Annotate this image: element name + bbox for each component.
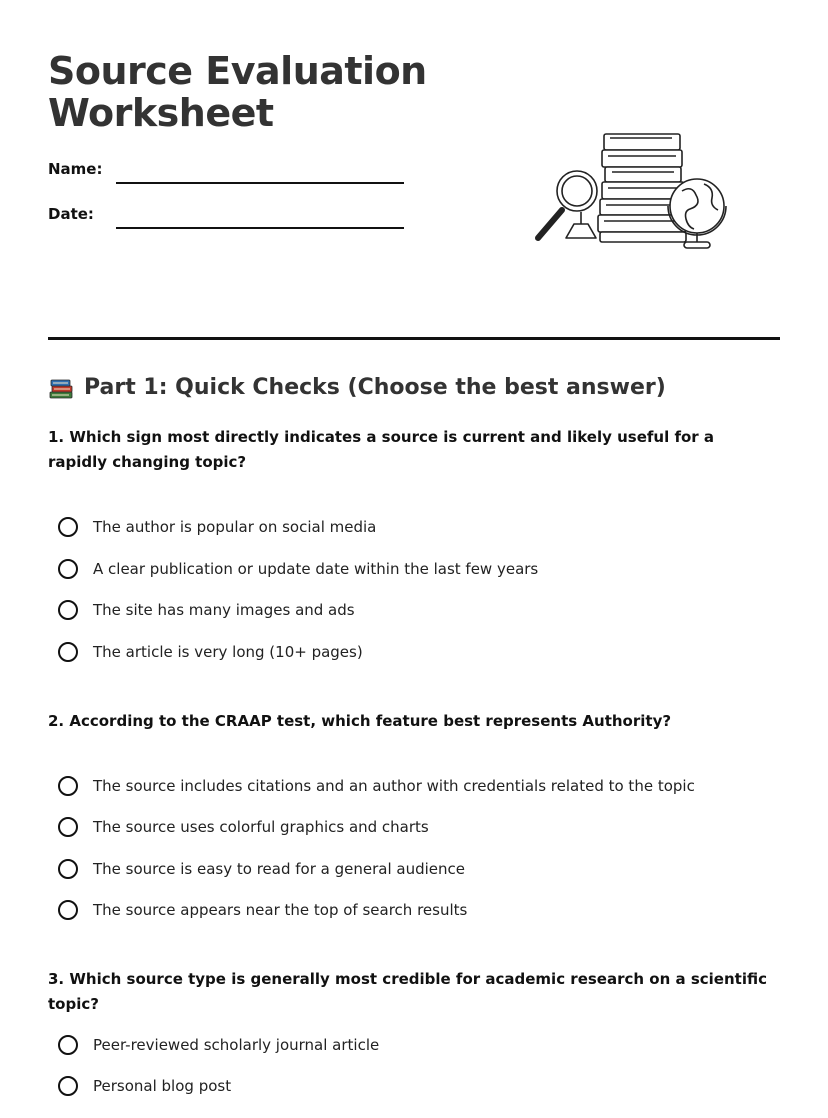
q2-option-c[interactable]	[58, 856, 778, 882]
q2-option-d-radio[interactable]	[58, 900, 78, 920]
q1-option-d[interactable]	[58, 639, 778, 665]
name-label: Name:	[48, 160, 103, 178]
q2-option-c-label: The source is easy to read for a general audience	[93, 860, 465, 878]
q1-option-b[interactable]	[58, 556, 778, 582]
q2-option-b[interactable]	[58, 814, 778, 840]
q3-option-b[interactable]	[58, 1073, 778, 1099]
q1-option-d-radio[interactable]	[58, 642, 78, 662]
q3-option-a-label: Peer-reviewed scholarly journal article	[93, 1036, 380, 1054]
q1-option-b-radio[interactable]	[58, 559, 78, 579]
books-magnifier-globe-icon	[532, 126, 732, 256]
page-title	[48, 50, 427, 134]
q2-option-c-radio[interactable]	[58, 859, 78, 879]
q1-option-a[interactable]	[58, 514, 778, 540]
section-divider	[48, 337, 780, 340]
q2-option-d-label: The source appears near the top of search results	[93, 901, 468, 919]
page-title-line-2: Worksheet	[48, 91, 274, 135]
question-2: 2. According to the CRAAP test, which feature best represents Authority?	[48, 712, 672, 730]
question-3: 3. Which source type is generally most credible for academic research on a scientific topic?	[48, 970, 767, 1013]
date-label: Date:	[48, 205, 94, 223]
q2-option-b-label: The source uses colorful graphics and charts	[93, 818, 429, 836]
q3-option-a-radio[interactable]	[58, 1035, 78, 1055]
question-1: 1. Which sign most directly indicates a source is current and likely useful for a rapidly changing topic?	[48, 428, 715, 471]
name-input-line[interactable]	[116, 182, 404, 184]
q2-option-b-radio[interactable]	[58, 817, 78, 837]
date-input-line[interactable]	[116, 227, 404, 229]
q2-option-d[interactable]	[58, 897, 778, 923]
part1-heading	[48, 373, 666, 403]
q3-option-a[interactable]	[58, 1032, 778, 1058]
q2-option-a-radio[interactable]	[58, 776, 78, 796]
part1-title: Part 1: Quick Checks (Choose the best answer)	[84, 375, 666, 400]
q2-option-a[interactable]	[58, 773, 778, 799]
name-field	[48, 160, 408, 186]
q1-option-c-radio[interactable]	[58, 600, 78, 620]
q3-option-b-radio[interactable]	[58, 1076, 78, 1096]
q1-option-a-radio[interactable]	[58, 517, 78, 537]
q1-option-a-label: The author is popular on social media	[93, 518, 377, 536]
q2-option-a-label: The source includes citations and an author with credentials related to the topic	[93, 777, 695, 795]
q1-option-c[interactable]	[58, 597, 778, 623]
q1-option-d-label: The article is very long (10+ pages)	[93, 643, 363, 661]
books-icon	[48, 375, 74, 401]
q1-option-b-label: A clear publication or update date within the last few years	[93, 560, 539, 578]
q3-option-b-label: Personal blog post	[93, 1077, 232, 1095]
q1-option-c-label: The site has many images and ads	[93, 601, 355, 619]
date-field	[48, 205, 408, 231]
page-title-line-1: Source Evaluation	[48, 49, 427, 93]
